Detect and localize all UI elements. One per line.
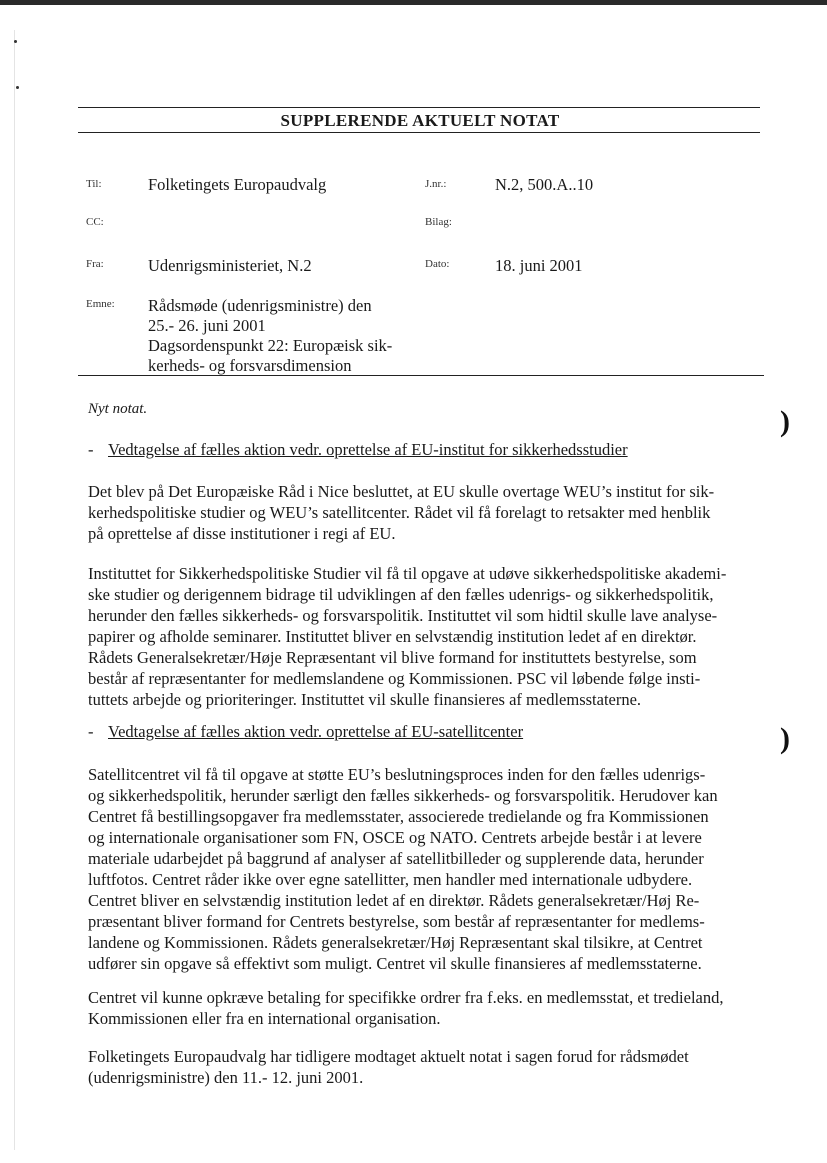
text-line: Satellitcentret vil få til opgave at støtte EU’s beslutningsproces inden for den fælles udenrigs- — [88, 765, 706, 784]
title-rule-bottom — [78, 132, 760, 133]
title-rule-top — [78, 107, 760, 108]
text-line: materiale udarbejdet på baggrund af analyser af satellitbilleder og supplerende data, herunder — [88, 849, 704, 868]
section-heading-text: Vedtagelse af fælles aktion vedr. oprettelse af EU-institut for sikkerhedsstudier — [108, 440, 628, 459]
text-line: Folketingets Europaudvalg har tidligere modtaget aktuelt notat i sagen forud for rådsmødet — [88, 1047, 689, 1066]
list-dash: - — [88, 440, 94, 459]
paragraph-nice-decision — [88, 481, 768, 544]
document-title: SUPPLERENDE AKTUELT NOTAT — [280, 111, 560, 130]
text-line: papirer og afholde seminarer. Instituttet bliver en selvstændig institution ledet af en direktør. — [88, 627, 697, 646]
dato-label: Dato: — [425, 258, 450, 270]
text-line: Kommissionen eller fra en international organisation. — [88, 1009, 441, 1028]
margin-bracket-mark: ) — [780, 722, 790, 755]
dato-value: 18. juni 2001 — [495, 256, 583, 275]
text-line: Det blev på Det Europæiske Råd i Nice besluttet, at EU skulle overtage WEU’s institut for sik- — [88, 482, 715, 501]
text-line: (udenrigsministre) den 11.- 12. juni 2001. — [88, 1068, 364, 1087]
til-value: Folketingets Europaudvalg — [148, 175, 327, 194]
scan-speck — [14, 40, 17, 43]
text-line: Centret vil kunne opkræve betaling for specifikke ordrer fra f.eks. en medlemsstat, et tredieland, — [88, 988, 724, 1007]
emne-line: 25.- 26. juni 2001 — [148, 316, 266, 335]
margin-bracket-mark: ) — [780, 405, 790, 438]
text-line: ske studier og derigennem bidrage til udviklingen af den fælles udenrigs- og sikkerhedspolitik, — [88, 585, 714, 604]
text-line: præsentant bliver formand for Centrets bestyrelse, som består af repræsentanter for medlems- — [88, 912, 705, 931]
text-line: luftfotos. Centret råder ikke over egne satellitter, men handler med internationale udbydere. — [88, 870, 693, 889]
text-line: og sikkerhedspolitik, herunder særligt den fælles sikkerheds- og forsvarspolitik. Herudover kan — [88, 786, 718, 805]
paragraph-satellite-centre — [88, 764, 768, 974]
bilag-label: Bilag: — [425, 216, 452, 228]
emne-line: kerheds- og forsvarsdimension — [148, 356, 352, 375]
fra-value: Udenrigsministeriet, N.2 — [148, 256, 312, 275]
emne-line: Dagsordenspunkt 22: Europæisk sik- — [148, 336, 393, 355]
section-heading-text: Vedtagelse af fælles aktion vedr. oprettelse af EU-satellitcenter — [108, 722, 524, 741]
paragraph-closing — [88, 1046, 768, 1088]
cc-label: CC: — [86, 216, 104, 228]
top-border — [0, 0, 827, 5]
text-line: og internationale organisationer som FN, OSCE og NATO. Centrets arbejde består i at levere — [88, 828, 702, 847]
text-line: Centret bliver en selvstændig institution ledet af en direktør. Rådets generalsekretær/Høj Re- — [88, 891, 700, 910]
text-line: landene og Kommissionen. Rådets generalsekretær/Høj Repræsentant skal tilsikre, at Centret — [88, 933, 703, 952]
section-heading-satellite — [88, 722, 523, 742]
emne-line: Rådsmøde (udenrigsministre) den — [148, 296, 372, 315]
emne-label: Emne: — [86, 298, 115, 310]
text-line: på oprettelse af disse institutioner i regi af EU. — [88, 524, 396, 543]
text-line: kerhedspolitiske studier og WEU’s satellitcenter. Rådet vil få forelagt to retsakter med henblik — [88, 503, 711, 522]
text-line: Instituttet for Sikkerhedspolitiske Studier vil få til opgave at udøve sikkerhedspolitiske akademi- — [88, 564, 727, 583]
note-label: Nyt notat. — [88, 401, 148, 417]
fra-label: Fra: — [86, 258, 104, 270]
emne-value — [148, 296, 392, 376]
text-line: Rådets Generalsekretær/Høje Repræsentant vil blive formand for instituttets bestyrelse, som — [88, 648, 697, 667]
text-line: Centret få bestillingsopgaver fra medlemsstater, associerede tredielande og fra Kommissionen — [88, 807, 709, 826]
text-line: tuttets arbejde og prioriteringer. Instituttet vil skulle finansieres af medlemsstaterne. — [88, 690, 642, 709]
list-dash: - — [88, 722, 94, 741]
text-line: består af repræsentanter for medlemslandene og Kommissionen. PSC vil løbende følge insti- — [88, 669, 701, 688]
text-line: herunder den fælles sikkerheds- og forsvarspolitik. Instituttet vil som hidtil skulle lave analyse- — [88, 606, 718, 625]
paragraph-institute — [88, 563, 768, 710]
jnr-label: J.nr.: — [425, 178, 447, 190]
section-heading-institute — [88, 440, 628, 460]
scan-speck — [16, 86, 19, 89]
til-label: Til: — [86, 178, 102, 190]
header-rule-bottom — [78, 375, 764, 376]
paragraph-payment — [88, 987, 768, 1029]
scan-margin-line — [14, 30, 15, 1150]
text-line: udfører sin opgave så effektivt som muligt. Centret vil skulle finansieres af medlemsstaterne. — [88, 954, 702, 973]
jnr-value: N.2, 500.A..10 — [495, 175, 594, 194]
